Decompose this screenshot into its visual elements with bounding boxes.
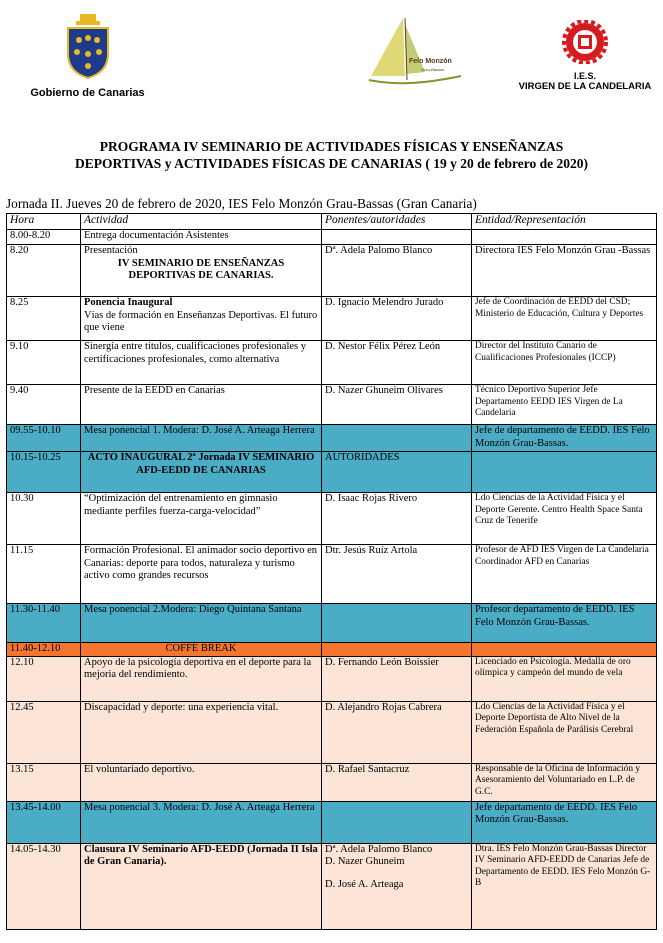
cell-ponentes: D. Ignacio Melendro Jurado <box>322 297 472 341</box>
cell-actividad <box>81 452 322 493</box>
cell-ponentes: D. Alejandro Rojas Cabrera <box>322 701 472 763</box>
cell-ponentes <box>322 643 472 657</box>
cell-hora: 8.00-8.20 <box>7 230 81 245</box>
cell-entidad <box>472 230 657 245</box>
logos-header <box>0 0 663 110</box>
cell-hora: 14.05-14.30 <box>7 843 81 929</box>
jornada-heading: Jornada II. Jueves 20 de febrero de 2020, IES Felo Monzón Grau-Bassas (Gran Canaria) <box>6 196 477 211</box>
cell-ponentes: Dª. Adela Palomo Blanco <box>322 245 472 297</box>
gobierno-canarias-logo <box>30 12 145 98</box>
cell-entidad: Jefe de Coordinación de EEDD del CSD; Ministerio de Educación, Cultura y Deportes <box>472 297 657 341</box>
activity-description: Vías de formación en Enseñanzas Deportivas. El futuro que viene <box>84 309 318 333</box>
cell-entidad: Dtra. IES Felo Monzón Grau-Bassas Director IV Seminario AFD-EEDD de Canarias Jefe de Departamento de EEDD. IES Felo Monzón G-B <box>472 843 657 929</box>
cell-hora: 13.45-14.00 <box>7 801 81 843</box>
felo-monzon-label: Felo Monzón <box>409 58 452 65</box>
cell-entidad: Jefe departamento de EEDD. IES Felo Monzón Grau-Bassas. <box>472 801 657 843</box>
activity-label: Presentación <box>84 245 138 256</box>
table-row <box>7 843 657 929</box>
table-row <box>7 801 657 843</box>
cell-entidad: Profesor departamento de EEDD. IES Felo Monzón Grau-Bassas. <box>472 604 657 643</box>
header-hora: Hora <box>7 214 81 230</box>
program-title <box>0 138 663 172</box>
cell-entidad: Director del Instituto Canario de Cualificaciones Profesionales (ICCP) <box>472 341 657 385</box>
table-row <box>7 545 657 604</box>
cell-ponentes <box>322 230 472 245</box>
cell-ponentes <box>322 425 472 452</box>
cell-hora: 11.15 <box>7 545 81 604</box>
schedule-table <box>6 213 657 930</box>
table-row <box>7 245 657 297</box>
cell-entidad <box>472 643 657 657</box>
seminar-name: IV SEMINARIO DE ENSEÑANZAS DEPORTIVAS DE CANARIAS. <box>117 257 285 281</box>
speaker-3: D. José A. Arteaga <box>325 878 404 890</box>
table-row <box>7 230 657 245</box>
cell-actividad: Entrega documentación Asistentes <box>81 230 322 245</box>
cell-actividad: Discapacidad y deporte: una experiencia vital. <box>81 701 322 763</box>
cell-ponentes: D. Rafael Santacruz <box>322 763 472 801</box>
cell-entidad: Responsable de la Oficina de Información y Asesoramiento del Voluntariado en L.P. de G.C. <box>472 763 657 801</box>
cell-entidad: Técnico Deportivo Superior Jefe Departamento EEDD IES Virgen de La Candelaria <box>472 385 657 425</box>
table-row <box>7 701 657 763</box>
grau-bassas-label: Grau-Bassas <box>421 67 445 72</box>
cell-hora: 09.55-10.10 <box>7 425 81 452</box>
ies-label: I.E.S. <box>573 71 596 81</box>
cell-actividad: Mesa ponencial 1. Modera: D. José A. Arteaga Herrera <box>81 425 322 452</box>
cell-actividad <box>81 843 322 929</box>
speaker-2: D. Nazer Ghuneim <box>325 856 405 867</box>
gear-icon <box>560 20 610 64</box>
cell-actividad: El voluntariado deportivo. <box>81 763 322 801</box>
gobierno-label: Gobierno de Canarias <box>30 87 145 99</box>
cell-entidad: Licenciado en Psicología. Medalla de oro olímpica y campeón del mundo de vela <box>472 656 657 701</box>
cell-hora: 9.10 <box>7 341 81 385</box>
cell-hora: 10.30 <box>7 493 81 545</box>
felo-monzon-logo <box>365 14 475 94</box>
closing-act: Clausura IV Seminario AFD-EEDD (Jornada II Isla de Gran Canaria). <box>84 843 318 867</box>
table-row <box>7 425 657 452</box>
cell-entidad: Directora IES Felo Monzón Grau -Bassas <box>472 245 657 297</box>
coffee-break: COFFE BREAK <box>165 643 237 654</box>
table-row <box>7 643 657 657</box>
cell-hora: 12.10 <box>7 656 81 701</box>
cell-actividad: Mesa ponencial 3. Modera: D. José A. Arteaga Herrera <box>81 801 322 843</box>
activity-title: Ponencia Inaugural <box>84 297 173 308</box>
cell-ponentes: Dtr. Jesús Ruíz Artola <box>322 545 472 604</box>
cell-hora: 10.15-10.25 <box>7 452 81 493</box>
cell-actividad: Apoyo de la psicología deportiva en el deporte para la mejoria del rendimiento. <box>81 656 322 701</box>
cell-hora: 13.15 <box>7 763 81 801</box>
sailboat-icon <box>365 14 475 94</box>
cell-ponentes <box>322 843 472 929</box>
cell-hora: 8.20 <box>7 245 81 297</box>
cell-entidad: Ldo Ciencias de la Actividad Física y el Deporte Deportista de Alto Nivel de la Federación Española de Parálisis Cerebral <box>472 701 657 763</box>
title-line-1: PROGRAMA IV SEMINARIO DE ACTIVIDADES FÍSICAS Y ENSEÑANZAS <box>99 139 564 154</box>
candelaria-label: VIRGEN DE LA CANDELARIA <box>518 81 652 92</box>
cell-actividad: “Optimización del entrenamiento en gimnasio mediante perfiles fuerza-carga-velocidad” <box>81 493 322 545</box>
cell-entidad <box>472 452 657 493</box>
ies-candelaria-logo <box>510 20 660 100</box>
header-ponentes: Ponentes/autoridades <box>322 214 472 230</box>
table-row <box>7 297 657 341</box>
speaker-1: Dª. Adela Palomo Blanco <box>325 843 433 855</box>
table-row <box>7 763 657 801</box>
cell-ponentes: D. Nazer Ghuneim Olivares <box>322 385 472 425</box>
cell-entidad: Ldo Ciencias de la Actividad Física y el Deporte Gerente. Centro Health Space Santa Cruz de Tenerife <box>472 493 657 545</box>
table-row <box>7 452 657 493</box>
cell-entidad: Profesor de AFD IES Virgen de La Candelaria Coordinador AFD en Canarias <box>472 545 657 604</box>
cell-ponentes <box>322 801 472 843</box>
coat-of-arms-icon <box>64 12 112 80</box>
cell-ponentes: D. Nestor Félix Pérez León <box>322 341 472 385</box>
cell-entidad: Jefe de departamento de EEDD. IES Felo Monzón Grau-Bassas. <box>472 425 657 452</box>
cell-actividad <box>81 245 322 297</box>
table-header-row <box>7 214 657 230</box>
header-entidad: Entidad/Representación <box>472 214 657 230</box>
cell-hora: 11.40-12.10 <box>7 643 81 657</box>
cell-ponentes: D. Isaac Rojas Rivero <box>322 493 472 545</box>
cell-actividad: Presente de la EEDD en Canarias <box>81 385 322 425</box>
table-row <box>7 341 657 385</box>
cell-actividad: Sinergia entre títulos, cualificaciones profesionales y certificaciones profesionales, como alternativa <box>81 341 322 385</box>
table-row <box>7 493 657 545</box>
cell-actividad: Mesa ponencial 2.Modera: Diego Quintana Santana <box>81 604 322 643</box>
cell-actividad: Formación Profesional. El animador socio deportivo en Canarias: deporte para todos, naturaleza y turismo activo como grandes recursos <box>81 545 322 604</box>
header-actividad: Actividad <box>81 214 322 230</box>
table-row <box>7 385 657 425</box>
cell-ponentes: D. Fernando León Boissier <box>322 656 472 701</box>
title-line-2: DEPORTIVAS y ACTIVIDADES FÍSICAS DE CANARIAS ( 19 y 20 de febrero de 2020) <box>75 156 588 171</box>
inaugural-act: ACTO INAUGURAL 2ª Jornada IV SEMINARIO AFD-EEDD DE CANARIAS <box>87 452 315 476</box>
table-row <box>7 656 657 701</box>
cell-hora: 8.25 <box>7 297 81 341</box>
table-row <box>7 604 657 643</box>
cell-ponentes: AUTORIDADES <box>322 452 472 493</box>
cell-hora: 11.30-11.40 <box>7 604 81 643</box>
cell-hora: 9.40 <box>7 385 81 425</box>
cell-actividad <box>81 643 322 657</box>
cell-ponentes <box>322 604 472 643</box>
cell-hora: 12.45 <box>7 701 81 763</box>
cell-actividad <box>81 297 322 341</box>
